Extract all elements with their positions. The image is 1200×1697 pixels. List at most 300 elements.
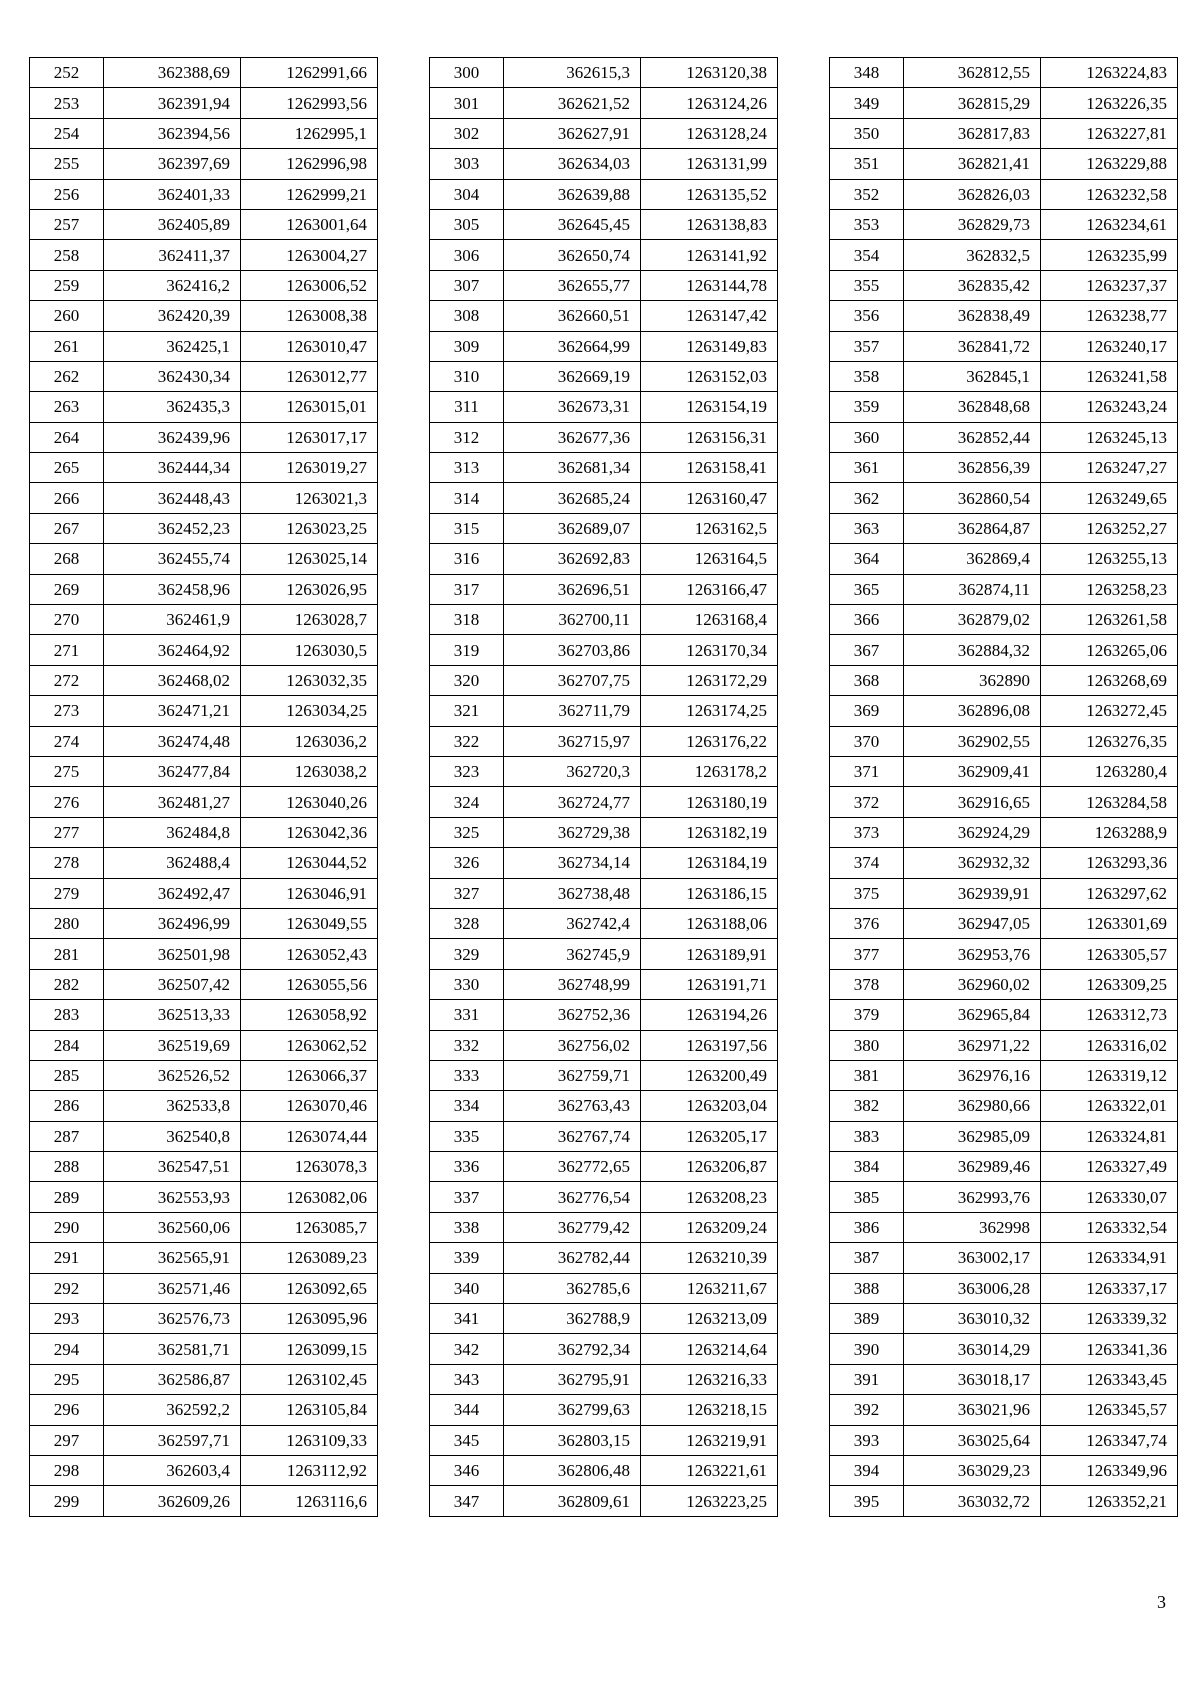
table-row <box>430 240 778 270</box>
y-coordinate-cell: 1263224,83 <box>1041 58 1178 88</box>
point-number-cell: 353 <box>830 209 904 239</box>
x-coordinate-cell: 362812,55 <box>904 58 1041 88</box>
y-coordinate-cell: 1263089,23 <box>241 1243 378 1273</box>
y-coordinate-cell: 1263234,61 <box>1041 209 1178 239</box>
table-row <box>30 1091 378 1121</box>
point-number-cell: 264 <box>30 422 104 452</box>
y-coordinate-cell: 1263046,91 <box>241 878 378 908</box>
y-coordinate-cell: 1263120,38 <box>641 58 778 88</box>
point-number-cell: 356 <box>830 301 904 331</box>
y-coordinate-cell: 1263166,47 <box>641 574 778 604</box>
point-number-cell: 358 <box>830 361 904 391</box>
table-row <box>30 1395 378 1425</box>
point-number-cell: 313 <box>430 453 504 483</box>
x-coordinate-cell: 362745,9 <box>504 939 641 969</box>
y-coordinate-cell: 1263085,7 <box>241 1212 378 1242</box>
table-row <box>430 848 778 878</box>
point-number-cell: 308 <box>430 301 504 331</box>
y-coordinate-cell: 1263149,83 <box>641 331 778 361</box>
y-coordinate-cell: 1263309,25 <box>1041 969 1178 999</box>
point-number-cell: 391 <box>830 1364 904 1394</box>
point-number-cell: 379 <box>830 1000 904 1030</box>
table-row <box>430 209 778 239</box>
point-number-cell: 300 <box>430 58 504 88</box>
table-row <box>830 1091 1178 1121</box>
point-number-cell: 258 <box>30 240 104 270</box>
point-number-cell: 307 <box>430 270 504 300</box>
point-number-cell: 367 <box>830 635 904 665</box>
table-row <box>30 1152 378 1182</box>
y-coordinate-cell: 1263349,96 <box>1041 1455 1178 1485</box>
y-coordinate-cell: 1263319,12 <box>1041 1060 1178 1090</box>
x-coordinate-cell: 362388,69 <box>104 58 241 88</box>
x-coordinate-cell: 362420,39 <box>104 301 241 331</box>
y-coordinate-cell: 1263026,95 <box>241 574 378 604</box>
y-coordinate-cell: 1263008,38 <box>241 301 378 331</box>
x-coordinate-cell: 362560,06 <box>104 1212 241 1242</box>
coordinate-table-3 <box>829 57 1178 1517</box>
x-coordinate-cell: 362759,71 <box>504 1060 641 1090</box>
table-row <box>30 635 378 665</box>
x-coordinate-cell: 362397,69 <box>104 149 241 179</box>
x-coordinate-cell: 362785,6 <box>504 1273 641 1303</box>
table-row <box>830 118 1178 148</box>
x-coordinate-cell: 362776,54 <box>504 1182 641 1212</box>
y-coordinate-cell: 1263082,06 <box>241 1182 378 1212</box>
point-number-cell: 305 <box>430 209 504 239</box>
y-coordinate-cell: 1263154,19 <box>641 392 778 422</box>
point-number-cell: 335 <box>430 1121 504 1151</box>
table-row <box>30 88 378 118</box>
point-number-cell: 302 <box>430 118 504 148</box>
table-row <box>30 301 378 331</box>
x-coordinate-cell: 362621,52 <box>504 88 641 118</box>
x-coordinate-cell: 362826,03 <box>904 179 1041 209</box>
point-number-cell: 393 <box>830 1425 904 1455</box>
point-number-cell: 392 <box>830 1395 904 1425</box>
point-number-cell: 326 <box>430 848 504 878</box>
table-row <box>430 1060 778 1090</box>
table-row <box>830 149 1178 179</box>
point-number-cell: 371 <box>830 756 904 786</box>
y-coordinate-cell: 1263214,64 <box>641 1334 778 1364</box>
y-coordinate-cell: 1263095,96 <box>241 1304 378 1334</box>
x-coordinate-cell: 362864,87 <box>904 513 1041 543</box>
x-coordinate-cell: 362756,02 <box>504 1030 641 1060</box>
point-number-cell: 278 <box>30 848 104 878</box>
table-row <box>430 453 778 483</box>
y-coordinate-cell: 1263112,92 <box>241 1455 378 1485</box>
y-coordinate-cell: 1263036,2 <box>241 726 378 756</box>
table-row <box>830 1334 1178 1364</box>
point-number-cell: 306 <box>430 240 504 270</box>
y-coordinate-cell: 1263189,91 <box>641 939 778 969</box>
x-coordinate-cell: 362689,07 <box>504 513 641 543</box>
y-coordinate-cell: 1263141,92 <box>641 240 778 270</box>
x-coordinate-cell: 362767,74 <box>504 1121 641 1151</box>
point-number-cell: 329 <box>430 939 504 969</box>
point-number-cell: 303 <box>430 149 504 179</box>
y-coordinate-cell: 1263034,25 <box>241 696 378 726</box>
y-coordinate-cell: 1263249,65 <box>1041 483 1178 513</box>
y-coordinate-cell: 1263305,57 <box>1041 939 1178 969</box>
x-coordinate-cell: 362677,36 <box>504 422 641 452</box>
point-number-cell: 276 <box>30 787 104 817</box>
y-coordinate-cell: 1263339,32 <box>1041 1304 1178 1334</box>
table-row <box>830 1395 1178 1425</box>
point-number-cell: 292 <box>30 1273 104 1303</box>
y-coordinate-cell: 1263197,56 <box>641 1030 778 1060</box>
y-coordinate-cell: 1263352,21 <box>1041 1486 1178 1516</box>
table-row <box>430 605 778 635</box>
y-coordinate-cell: 1263131,99 <box>641 149 778 179</box>
table-row <box>30 1425 378 1455</box>
y-coordinate-cell: 1263044,52 <box>241 848 378 878</box>
y-coordinate-cell: 1263238,77 <box>1041 301 1178 331</box>
point-number-cell: 287 <box>30 1121 104 1151</box>
x-coordinate-cell: 362799,63 <box>504 1395 641 1425</box>
page-number: 3 <box>1157 1592 1166 1612</box>
point-number-cell: 286 <box>30 1091 104 1121</box>
point-number-cell: 281 <box>30 939 104 969</box>
point-number-cell: 352 <box>830 179 904 209</box>
table-row <box>830 1425 1178 1455</box>
table-row <box>830 1030 1178 1060</box>
y-coordinate-cell: 1263284,58 <box>1041 787 1178 817</box>
point-number-cell: 395 <box>830 1486 904 1516</box>
x-coordinate-cell: 362916,65 <box>904 787 1041 817</box>
y-coordinate-cell: 1263184,19 <box>641 848 778 878</box>
x-coordinate-cell: 362890 <box>904 665 1041 695</box>
x-coordinate-cell: 362519,69 <box>104 1030 241 1060</box>
point-number-cell: 351 <box>830 149 904 179</box>
x-coordinate-cell: 362724,77 <box>504 787 641 817</box>
x-coordinate-cell: 362660,51 <box>504 301 641 331</box>
point-number-cell: 299 <box>30 1486 104 1516</box>
table-row <box>830 270 1178 300</box>
y-coordinate-cell: 1263074,44 <box>241 1121 378 1151</box>
point-number-cell: 376 <box>830 908 904 938</box>
y-coordinate-cell: 1263229,88 <box>1041 149 1178 179</box>
point-number-cell: 296 <box>30 1395 104 1425</box>
y-coordinate-cell: 1263343,45 <box>1041 1364 1178 1394</box>
table-row <box>430 1455 778 1485</box>
y-coordinate-cell: 1263182,19 <box>641 817 778 847</box>
point-number-cell: 373 <box>830 817 904 847</box>
x-coordinate-cell: 362444,34 <box>104 453 241 483</box>
y-coordinate-cell: 1263332,54 <box>1041 1212 1178 1242</box>
point-number-cell: 314 <box>430 483 504 513</box>
y-coordinate-cell: 1263276,35 <box>1041 726 1178 756</box>
y-coordinate-cell: 1263219,91 <box>641 1425 778 1455</box>
point-number-cell: 283 <box>30 1000 104 1030</box>
point-number-cell: 341 <box>430 1304 504 1334</box>
x-coordinate-cell: 362832,5 <box>904 240 1041 270</box>
x-coordinate-cell: 362788,9 <box>504 1304 641 1334</box>
table-row <box>430 1152 778 1182</box>
x-coordinate-cell: 362965,84 <box>904 1000 1041 1030</box>
y-coordinate-cell: 1263010,47 <box>241 331 378 361</box>
y-coordinate-cell: 1263180,19 <box>641 787 778 817</box>
x-coordinate-cell: 362533,8 <box>104 1091 241 1121</box>
point-number-cell: 382 <box>830 1091 904 1121</box>
point-number-cell: 290 <box>30 1212 104 1242</box>
x-coordinate-cell: 362841,72 <box>904 331 1041 361</box>
x-coordinate-cell: 362782,44 <box>504 1243 641 1273</box>
point-number-cell: 340 <box>430 1273 504 1303</box>
point-number-cell: 361 <box>830 453 904 483</box>
x-coordinate-cell: 362484,8 <box>104 817 241 847</box>
table-row <box>430 756 778 786</box>
x-coordinate-cell: 362639,88 <box>504 179 641 209</box>
point-number-cell: 315 <box>430 513 504 543</box>
x-coordinate-cell: 362884,32 <box>904 635 1041 665</box>
table-row <box>30 544 378 574</box>
point-number-cell: 374 <box>830 848 904 878</box>
point-number-cell: 389 <box>830 1304 904 1334</box>
table-row <box>30 483 378 513</box>
y-coordinate-cell: 1262999,21 <box>241 179 378 209</box>
point-number-cell: 332 <box>430 1030 504 1060</box>
table-row <box>30 209 378 239</box>
y-coordinate-cell: 1263168,4 <box>641 605 778 635</box>
y-coordinate-cell: 1263334,91 <box>1041 1243 1178 1273</box>
y-coordinate-cell: 1263191,71 <box>641 969 778 999</box>
point-number-cell: 277 <box>30 817 104 847</box>
point-number-cell: 362 <box>830 483 904 513</box>
table-row <box>430 1182 778 1212</box>
x-coordinate-cell: 362507,42 <box>104 969 241 999</box>
table-row <box>30 331 378 361</box>
table-row <box>830 331 1178 361</box>
y-coordinate-cell: 1263147,42 <box>641 301 778 331</box>
point-number-cell: 336 <box>430 1152 504 1182</box>
table-row <box>430 301 778 331</box>
table-row <box>830 1212 1178 1242</box>
point-number-cell: 252 <box>30 58 104 88</box>
x-coordinate-cell: 362729,38 <box>504 817 641 847</box>
x-coordinate-cell: 362874,11 <box>904 574 1041 604</box>
table-row <box>830 787 1178 817</box>
table-row <box>30 1121 378 1151</box>
y-coordinate-cell: 1263186,15 <box>641 878 778 908</box>
table-row <box>830 392 1178 422</box>
x-coordinate-cell: 362806,48 <box>504 1455 641 1485</box>
table-row <box>430 1364 778 1394</box>
point-number-cell: 256 <box>30 179 104 209</box>
table-row <box>30 422 378 452</box>
table-row <box>430 179 778 209</box>
y-coordinate-cell: 1263030,5 <box>241 635 378 665</box>
table-row <box>30 1060 378 1090</box>
table-row <box>830 361 1178 391</box>
table-row <box>30 817 378 847</box>
table-row <box>430 1334 778 1364</box>
point-number-cell: 378 <box>830 969 904 999</box>
y-coordinate-cell: 1263232,58 <box>1041 179 1178 209</box>
table-row <box>30 453 378 483</box>
point-number-cell: 268 <box>30 544 104 574</box>
point-number-cell: 311 <box>430 392 504 422</box>
point-number-cell: 265 <box>30 453 104 483</box>
y-coordinate-cell: 1263265,06 <box>1041 635 1178 665</box>
y-coordinate-cell: 1263052,43 <box>241 939 378 969</box>
point-number-cell: 350 <box>830 118 904 148</box>
table-row <box>830 939 1178 969</box>
table-row <box>30 1243 378 1273</box>
table-row <box>30 240 378 270</box>
x-coordinate-cell: 362692,83 <box>504 544 641 574</box>
point-number-cell: 263 <box>30 392 104 422</box>
table-row <box>30 513 378 543</box>
y-coordinate-cell: 1263268,69 <box>1041 665 1178 695</box>
table-row <box>30 58 378 88</box>
table-row <box>830 179 1178 209</box>
x-coordinate-cell: 363002,17 <box>904 1243 1041 1273</box>
table-row <box>30 1304 378 1334</box>
table-row <box>830 1121 1178 1151</box>
table-row <box>430 908 778 938</box>
table-row <box>830 1486 1178 1516</box>
point-number-cell: 381 <box>830 1060 904 1090</box>
point-number-cell: 349 <box>830 88 904 118</box>
y-coordinate-cell: 1263188,06 <box>641 908 778 938</box>
y-coordinate-cell: 1263252,27 <box>1041 513 1178 543</box>
y-coordinate-cell: 1263135,52 <box>641 179 778 209</box>
point-number-cell: 319 <box>430 635 504 665</box>
table-row <box>830 1304 1178 1334</box>
x-coordinate-cell: 362953,76 <box>904 939 1041 969</box>
x-coordinate-cell: 362734,14 <box>504 848 641 878</box>
y-coordinate-cell: 1263062,52 <box>241 1030 378 1060</box>
y-coordinate-cell: 1263258,23 <box>1041 574 1178 604</box>
point-number-cell: 272 <box>30 665 104 695</box>
table-row <box>430 1273 778 1303</box>
y-coordinate-cell: 1263235,99 <box>1041 240 1178 270</box>
x-coordinate-cell: 362896,08 <box>904 696 1041 726</box>
y-coordinate-cell: 1263102,45 <box>241 1364 378 1394</box>
table-row <box>830 1455 1178 1485</box>
table-row <box>830 574 1178 604</box>
y-coordinate-cell: 1263208,23 <box>641 1182 778 1212</box>
table-row <box>830 513 1178 543</box>
x-coordinate-cell: 362960,02 <box>904 969 1041 999</box>
y-coordinate-cell: 1263218,15 <box>641 1395 778 1425</box>
table-row <box>30 878 378 908</box>
y-coordinate-cell: 1263066,37 <box>241 1060 378 1090</box>
y-coordinate-cell: 1263322,01 <box>1041 1091 1178 1121</box>
table-row <box>430 1121 778 1151</box>
x-coordinate-cell: 363021,96 <box>904 1395 1041 1425</box>
x-coordinate-cell: 362435,3 <box>104 392 241 422</box>
table-row <box>30 605 378 635</box>
table-row <box>830 908 1178 938</box>
point-number-cell: 289 <box>30 1182 104 1212</box>
y-coordinate-cell: 1263021,3 <box>241 483 378 513</box>
point-number-cell: 294 <box>30 1334 104 1364</box>
x-coordinate-cell: 362738,48 <box>504 878 641 908</box>
y-coordinate-cell: 1263211,67 <box>641 1273 778 1303</box>
x-coordinate-cell: 362803,15 <box>504 1425 641 1455</box>
point-number-cell: 323 <box>430 756 504 786</box>
y-coordinate-cell: 1263058,92 <box>241 1000 378 1030</box>
x-coordinate-cell: 363018,17 <box>904 1364 1041 1394</box>
table-row <box>830 544 1178 574</box>
point-number-cell: 282 <box>30 969 104 999</box>
x-coordinate-cell: 362477,84 <box>104 756 241 786</box>
x-coordinate-cell: 362848,68 <box>904 392 1041 422</box>
table-row <box>430 817 778 847</box>
table-row <box>430 361 778 391</box>
x-coordinate-cell: 363029,23 <box>904 1455 1041 1485</box>
x-coordinate-cell: 362792,34 <box>504 1334 641 1364</box>
x-coordinate-cell: 362809,61 <box>504 1486 641 1516</box>
x-coordinate-cell: 362720,3 <box>504 756 641 786</box>
x-coordinate-cell: 362993,76 <box>904 1182 1041 1212</box>
table-row <box>430 1030 778 1060</box>
y-coordinate-cell: 1263261,58 <box>1041 605 1178 635</box>
y-coordinate-cell: 1263049,55 <box>241 908 378 938</box>
x-coordinate-cell: 362989,46 <box>904 1152 1041 1182</box>
x-coordinate-cell: 362835,42 <box>904 270 1041 300</box>
y-coordinate-cell: 1263004,27 <box>241 240 378 270</box>
table-row <box>430 513 778 543</box>
table-row <box>430 1395 778 1425</box>
point-number-cell: 280 <box>30 908 104 938</box>
point-number-cell: 309 <box>430 331 504 361</box>
table-row <box>830 209 1178 239</box>
point-number-cell: 383 <box>830 1121 904 1151</box>
x-coordinate-cell: 362391,94 <box>104 88 241 118</box>
point-number-cell: 384 <box>830 1152 904 1182</box>
table-row <box>430 1243 778 1273</box>
y-coordinate-cell: 1263280,4 <box>1041 756 1178 786</box>
y-coordinate-cell: 1263162,5 <box>641 513 778 543</box>
x-coordinate-cell: 362703,86 <box>504 635 641 665</box>
x-coordinate-cell: 362909,41 <box>904 756 1041 786</box>
x-coordinate-cell: 362869,4 <box>904 544 1041 574</box>
y-coordinate-cell: 1263158,41 <box>641 453 778 483</box>
point-number-cell: 365 <box>830 574 904 604</box>
x-coordinate-cell: 362576,73 <box>104 1304 241 1334</box>
x-coordinate-cell: 362513,33 <box>104 1000 241 1030</box>
point-number-cell: 348 <box>830 58 904 88</box>
y-coordinate-cell: 1263312,73 <box>1041 1000 1178 1030</box>
point-number-cell: 274 <box>30 726 104 756</box>
y-coordinate-cell: 1263006,52 <box>241 270 378 300</box>
table-row <box>30 1000 378 1030</box>
x-coordinate-cell: 362685,24 <box>504 483 641 513</box>
x-coordinate-cell: 362411,37 <box>104 240 241 270</box>
point-number-cell: 317 <box>430 574 504 604</box>
table-row <box>430 1425 778 1455</box>
point-number-cell: 394 <box>830 1455 904 1485</box>
table-row <box>30 1364 378 1394</box>
y-coordinate-cell: 1262995,1 <box>241 118 378 148</box>
table-row <box>30 1273 378 1303</box>
y-coordinate-cell: 1263255,13 <box>1041 544 1178 574</box>
x-coordinate-cell: 362856,39 <box>904 453 1041 483</box>
point-number-cell: 262 <box>30 361 104 391</box>
table-row <box>430 58 778 88</box>
y-coordinate-cell: 1263160,47 <box>641 483 778 513</box>
table-row <box>430 118 778 148</box>
point-number-cell: 291 <box>30 1243 104 1273</box>
point-number-cell: 322 <box>430 726 504 756</box>
y-coordinate-cell: 1262996,98 <box>241 149 378 179</box>
point-number-cell: 298 <box>30 1455 104 1485</box>
x-coordinate-cell: 362501,98 <box>104 939 241 969</box>
